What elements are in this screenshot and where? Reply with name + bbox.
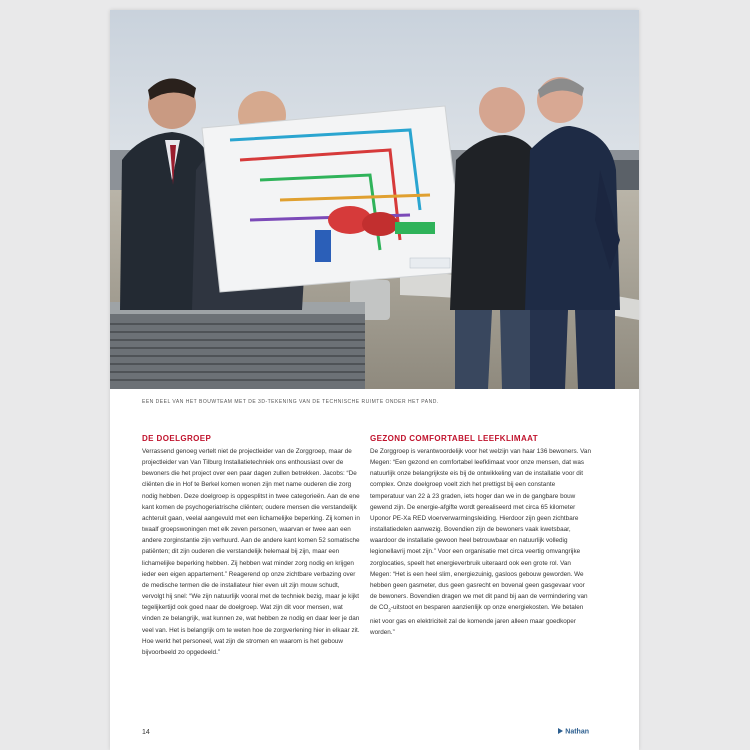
section-heading-doelgroep: DE DOELGROEP <box>142 434 212 443</box>
brand-label: Nathan <box>565 728 589 736</box>
arrow-right-icon <box>558 728 563 734</box>
section-heading-leefklimaat: GEZOND COMFORTABEL LEEFKLIMAAT <box>370 434 538 443</box>
right-column <box>370 434 591 638</box>
team-photo <box>110 10 639 389</box>
left-column <box>142 434 363 658</box>
right-body-part-1: De Zorggroep is verantwoordelijk voor het welzijn van haar 136 bewoners. Van Megen: “Een gezond en comfortabel leefklimaat voor onze mensen, dat was natuurlijk onze belangrijkste eis bij de ontwikkeling van de installatie voor dit complex. Onze doelgroep voelt zich het prettigst bij een constante temperatuur van 22 à 23 graden, iets hoger dan we in de gangbare bouw gewend zijn. De energie-afgifte wordt gerealiseerd met circa 65 kilometer Uponor PE-Xa RED vloerverwarmingsleiding. Hierdoor zijn geen zichtbare installatiedelen aanwezig. Bovendien zijn de bewoners vaak kwetsbaar, waardoor de installatie gewoon heel betrouwbaar en natuurlijk volledig legionellavrij moet zijn.” Voor een organisatie met circa veertig omvangrijke zorglocaties, speelt het energieverbruik uiteraard ook een grote rol. Van Megen: “Het is een heel slim, energiezuinig, gasloos gebouw geworden. We hebben geen gasmeter, dus geen gasrecht en bovenal geen gasgevaar voor de bewoners. Bovendien dragen we met dit pand bij aan de vermindering van de CO <box>370 448 591 612</box>
right-body-text <box>370 446 591 638</box>
photo-caption: EEN DEEL VAN HET BOUWTEAM MET DE 3D-TEKENING VAN DE TECHNISCHE RUIMTE ONDER HET PAND. <box>142 399 439 405</box>
co2-subscript: 2 <box>388 607 391 613</box>
team-photo-illustration <box>110 10 639 389</box>
left-body-text: Verrassend genoeg vertelt niet de projectleider van de Zorggroep, maar de projectleider van Van Tilburg Installatietechniek ons enthousiast over de bewoners die het project over een paar dagen zullen betrekken. Jacobs: “De cliënten die in Hof te Berkel komen wonen zijn met name ouderen die zorg nodig hebben. Deze doelgroep is opgesplitst in twee categorieën. Aan de ene kant komen de psychogeriatrische cliënten; oudere mensen die verstandelijk achteruit gaan, veelal aangevuld met een lichamelijke beperking. Zij komen in twaalf groepswoningen met elk zeven personen, waarvan er twee aan een andere zorginstantie zijn verhuurd. Aan de andere kant komen 52 somatische patiënten; dit zijn ouderen die verstandelijk helemaal bij zijn, maar een lichamelijke beperking hebben. Zij hebben wat minder zorg nodig en krijgen ieder een eigen appartement.” Reagerend op onze zichtbare verbazing over de medische termen die de installateur hier even uit zijn mouw schudt, vervolgt hij snel: “We zijn natuurlijk vooral met de techniek bezig, maar je kijkt tegelijkertijd ook goed naar de doelgroep. Wat zijn dit voor mensen, wat vinden ze belangrijk, wat kunnen ze, wat hebben ze nodig en daar leer je dan veel van. Het is belangrijk om te weten hoe de zorgverlening hier in elkaar zit. Hoe werkt het personeel, wat zijn de stromen en waarom is het gebouw bijvoorbeeld zo opgedeeld.” <box>142 448 360 656</box>
magazine-brand <box>558 728 589 736</box>
magazine-page <box>110 10 639 750</box>
right-body-part-2: -uitstoot en besparen aanzienlijk op onze energiekosten. We betalen niet voor gas en elektriciteit zal de komende jaren alleen maar goedkoper worden.” <box>370 604 584 636</box>
page-number: 14 <box>142 729 150 736</box>
